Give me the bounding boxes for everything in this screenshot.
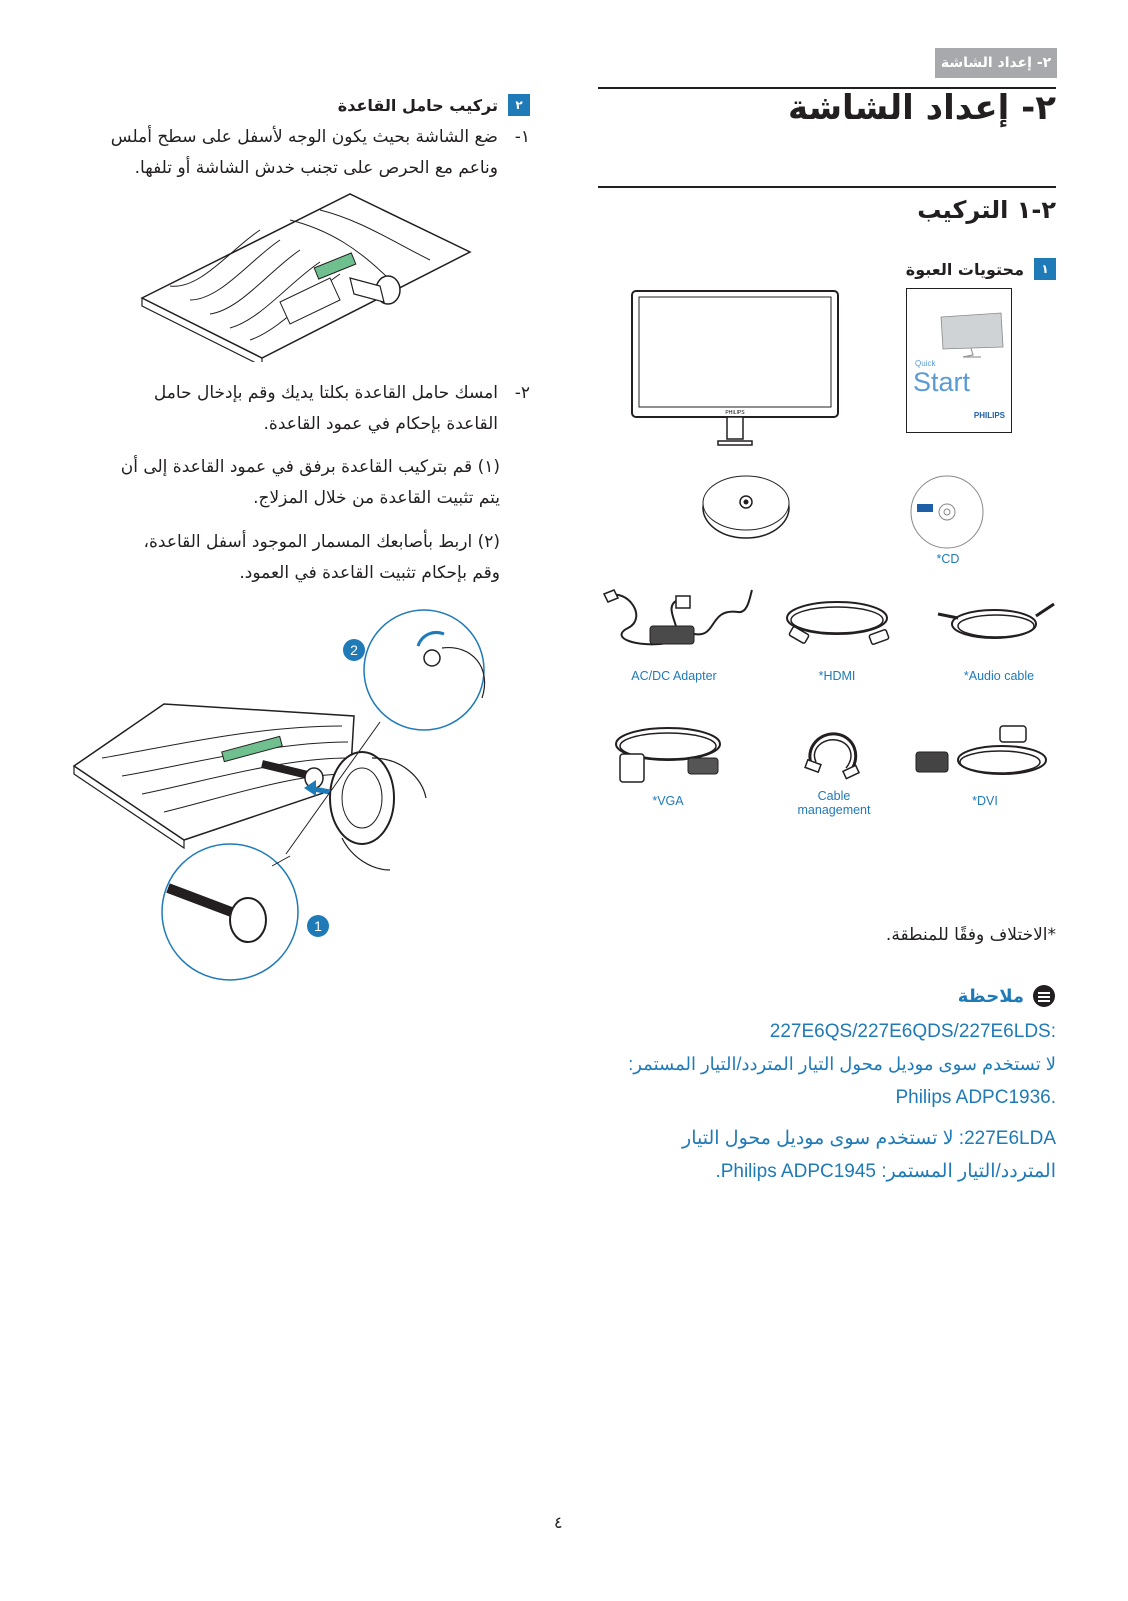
cd-icon <box>909 474 985 550</box>
adapter-illustration <box>598 588 758 662</box>
vga-caption: *VGA <box>652 794 684 808</box>
callout-2: 2 <box>350 642 358 658</box>
package-number-badge: ١ <box>1034 258 1056 280</box>
substep-1-line-1: (١) قم بتركيب القاعدة برفق في عمود القاعدة إلى أن <box>120 457 500 477</box>
note-heading <box>958 984 1056 1008</box>
page-number: ٤ <box>554 1513 563 1532</box>
chapter-title: ٢- إعداد الشاشة <box>787 88 1056 128</box>
package-heading-text: محتويات العبوة <box>905 259 1024 279</box>
audio-caption: *Audio cable <box>963 669 1035 683</box>
base-install-heading <box>338 94 530 116</box>
step-1-line-1: ضع الشاشة بحيث يكون الوجه لأسفل على سطح أملس <box>110 127 498 147</box>
substep-2 <box>60 527 500 589</box>
dvi-caption: *DVI <box>972 794 998 808</box>
note-icon <box>1032 984 1056 1008</box>
cable-management-caption: Cable management <box>797 789 871 817</box>
cable-management-illustration <box>800 728 866 790</box>
substep-1 <box>60 452 500 514</box>
base-install-illustration <box>72 608 512 1000</box>
substep-2-line-2: وقم بإحكام تثبيت القاعدة في العمود. <box>239 563 500 583</box>
note-title: ملاحظة <box>957 985 1024 1007</box>
region-note: *الاختلاف وفقًا للمنطقة. <box>885 925 1056 945</box>
base-install-heading-text: تركيب حامل القاعدة <box>337 95 498 115</box>
monitor-brand-label: PHILIPS <box>725 410 745 416</box>
base-install-number-badge: ٢ <box>508 94 530 116</box>
step-1-number: ١- <box>514 127 530 147</box>
substep-1-line-2: يتم تثبيت القاعدة من خلال المزلاج. <box>253 488 500 508</box>
monitor-illustration <box>630 288 842 450</box>
booklet-monitor-image <box>937 311 1007 359</box>
chapter-tab: ٢- إعداد الشاشة <box>935 48 1057 78</box>
hdmi-cable-illustration <box>782 596 892 656</box>
substep-2-line-1: (٢) اربط بأصابعك المسمار الموجود أسفل القاعدة، <box>143 532 500 552</box>
note-line-1: :227E6QS/227E6QDS/227E6LDS <box>769 1021 1056 1042</box>
booklet-brand: PHILIPS <box>973 411 1005 420</box>
step-2-line-1: امسك حامل القاعدة بكلتا يديك وقم بإدخال حامل <box>153 383 498 403</box>
step-1 <box>60 122 530 184</box>
note-line-4: 227E6LDA: لا تستخدم سوى موديل محول التيار <box>682 1128 1056 1149</box>
note-line-5: المتردد/التيار المستمر: Philips ADPC1945. <box>715 1161 1056 1182</box>
step-1-line-2: وناعم مع الحرص على تجنب خدش الشاشة أو تلفها. <box>134 158 498 178</box>
note-line-3: .Philips ADPC1936 <box>895 1087 1056 1108</box>
adapter-caption: AC/DC Adapter <box>631 669 717 683</box>
vga-cable-illustration <box>608 722 728 788</box>
cd-caption: *CD <box>936 552 960 566</box>
step-2 <box>60 378 530 440</box>
quick-start-guide <box>906 288 1012 433</box>
monitor-facedown-illustration <box>140 190 476 362</box>
package-contents-heading <box>906 258 1056 280</box>
start-label: Start <box>913 367 971 397</box>
step-2-line-2: القاعدة بإحكام في عمود القاعدة. <box>263 414 498 434</box>
title-rule-bottom <box>598 186 1056 188</box>
note-line-2: لا تستخدم سوى موديل محول التيار المتردد/التيار المستمر: <box>628 1054 1056 1074</box>
quick-label: Quick <box>915 359 936 368</box>
callout-1: 1 <box>314 918 322 934</box>
base-disc-illustration <box>700 472 792 544</box>
hdmi-caption: *HDMI <box>818 669 856 683</box>
audio-cable-illustration <box>936 596 1056 656</box>
step-2-number: ٢- <box>514 383 530 403</box>
dvi-cable-illustration <box>912 724 1052 790</box>
section-title: ٢-١ التركيب <box>917 196 1056 224</box>
